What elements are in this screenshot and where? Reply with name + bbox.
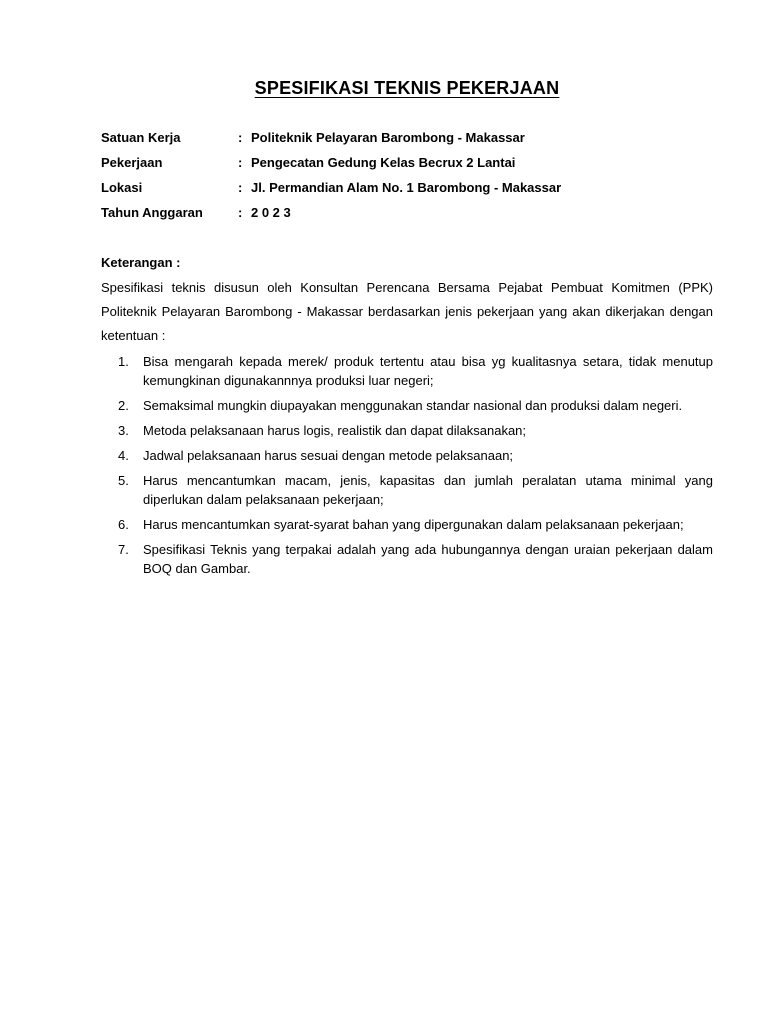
info-colon: : xyxy=(238,180,243,195)
info-value: Pengecatan Gedung Kelas Becrux 2 Lantai xyxy=(251,155,516,170)
list-item-number: 1. xyxy=(118,354,129,369)
requirements-list xyxy=(101,352,713,584)
intro-paragraph: Spesifikasi teknis disusun oleh Konsultan Perencana Bersama Pejabat Pembuat Komitmen (PPK) Politeknik Pelayaran Barombong - Makassar berdasarkan jenis pekerjaan yang akan dikerjakan dengan ketentuan : xyxy=(101,280,713,343)
list-item xyxy=(101,352,713,390)
info-row-tahun-anggaran xyxy=(101,204,721,229)
info-row-satuan-kerja xyxy=(101,129,721,154)
list-item-number: 2. xyxy=(118,398,129,413)
info-row-lokasi xyxy=(101,179,721,204)
info-value: Politeknik Pelayaran Barombong - Makassar xyxy=(251,130,525,145)
document-title: SPESIFIKASI TEKNIS PEKERJAAN xyxy=(254,78,560,98)
info-label: Tahun Anggaran xyxy=(101,205,203,220)
list-item-text: Harus mencantumkan syarat-syarat bahan yang dipergunakan dalam pelaksanaan pekerjaan; xyxy=(143,517,684,532)
info-value: 2 0 2 3 xyxy=(251,205,291,220)
info-colon: : xyxy=(238,205,243,220)
list-item-number: 4. xyxy=(118,448,129,463)
list-item-number: 3. xyxy=(118,423,129,438)
list-item xyxy=(101,515,713,534)
list-item xyxy=(101,446,713,465)
list-item xyxy=(101,396,713,415)
info-value: Jl. Permandian Alam No. 1 Barombong - Makassar xyxy=(251,180,562,195)
info-row-pekerjaan xyxy=(101,154,721,179)
keterangan-heading: Keterangan : xyxy=(101,255,181,270)
list-item xyxy=(101,421,713,440)
list-item-text: Harus mencantumkan macam, jenis, kapasitas dan jumlah peralatan utama minimal yang diperlukan dalam pelaksanaan pekerjaan; xyxy=(143,473,713,507)
info-label: Pekerjaan xyxy=(101,155,163,170)
list-item-text: Semaksimal mungkin diupayakan menggunakan standar nasional dan produksi dalam negeri. xyxy=(143,398,683,413)
list-item-text: Spesifikasi Teknis yang terpakai adalah yang ada hubungannya dengan uraian pekerjaan dalam BOQ dan Gambar. xyxy=(143,542,713,576)
info-colon: : xyxy=(238,130,243,145)
list-item-text: Metoda pelaksanaan harus logis, realistik dan dapat dilaksanakan; xyxy=(143,423,527,438)
list-item xyxy=(101,540,713,578)
info-block xyxy=(101,129,721,229)
list-item-text: Jadwal pelaksanaan harus sesuai dengan metode pelaksanaan; xyxy=(143,448,514,463)
list-item-number: 6. xyxy=(118,517,129,532)
list-item-number: 5. xyxy=(118,473,129,488)
list-item-number: 7. xyxy=(118,542,129,557)
list-item-text: Bisa mengarah kepada merek/ produk tertentu atau bisa yg kualitasnya setara, tidak menutup kemungkinan digunakannnya produksi luar negeri; xyxy=(143,354,713,388)
info-label: Lokasi xyxy=(101,180,143,195)
info-colon: : xyxy=(238,155,243,170)
info-label: Satuan Kerja xyxy=(101,130,181,145)
list-item xyxy=(101,471,713,509)
